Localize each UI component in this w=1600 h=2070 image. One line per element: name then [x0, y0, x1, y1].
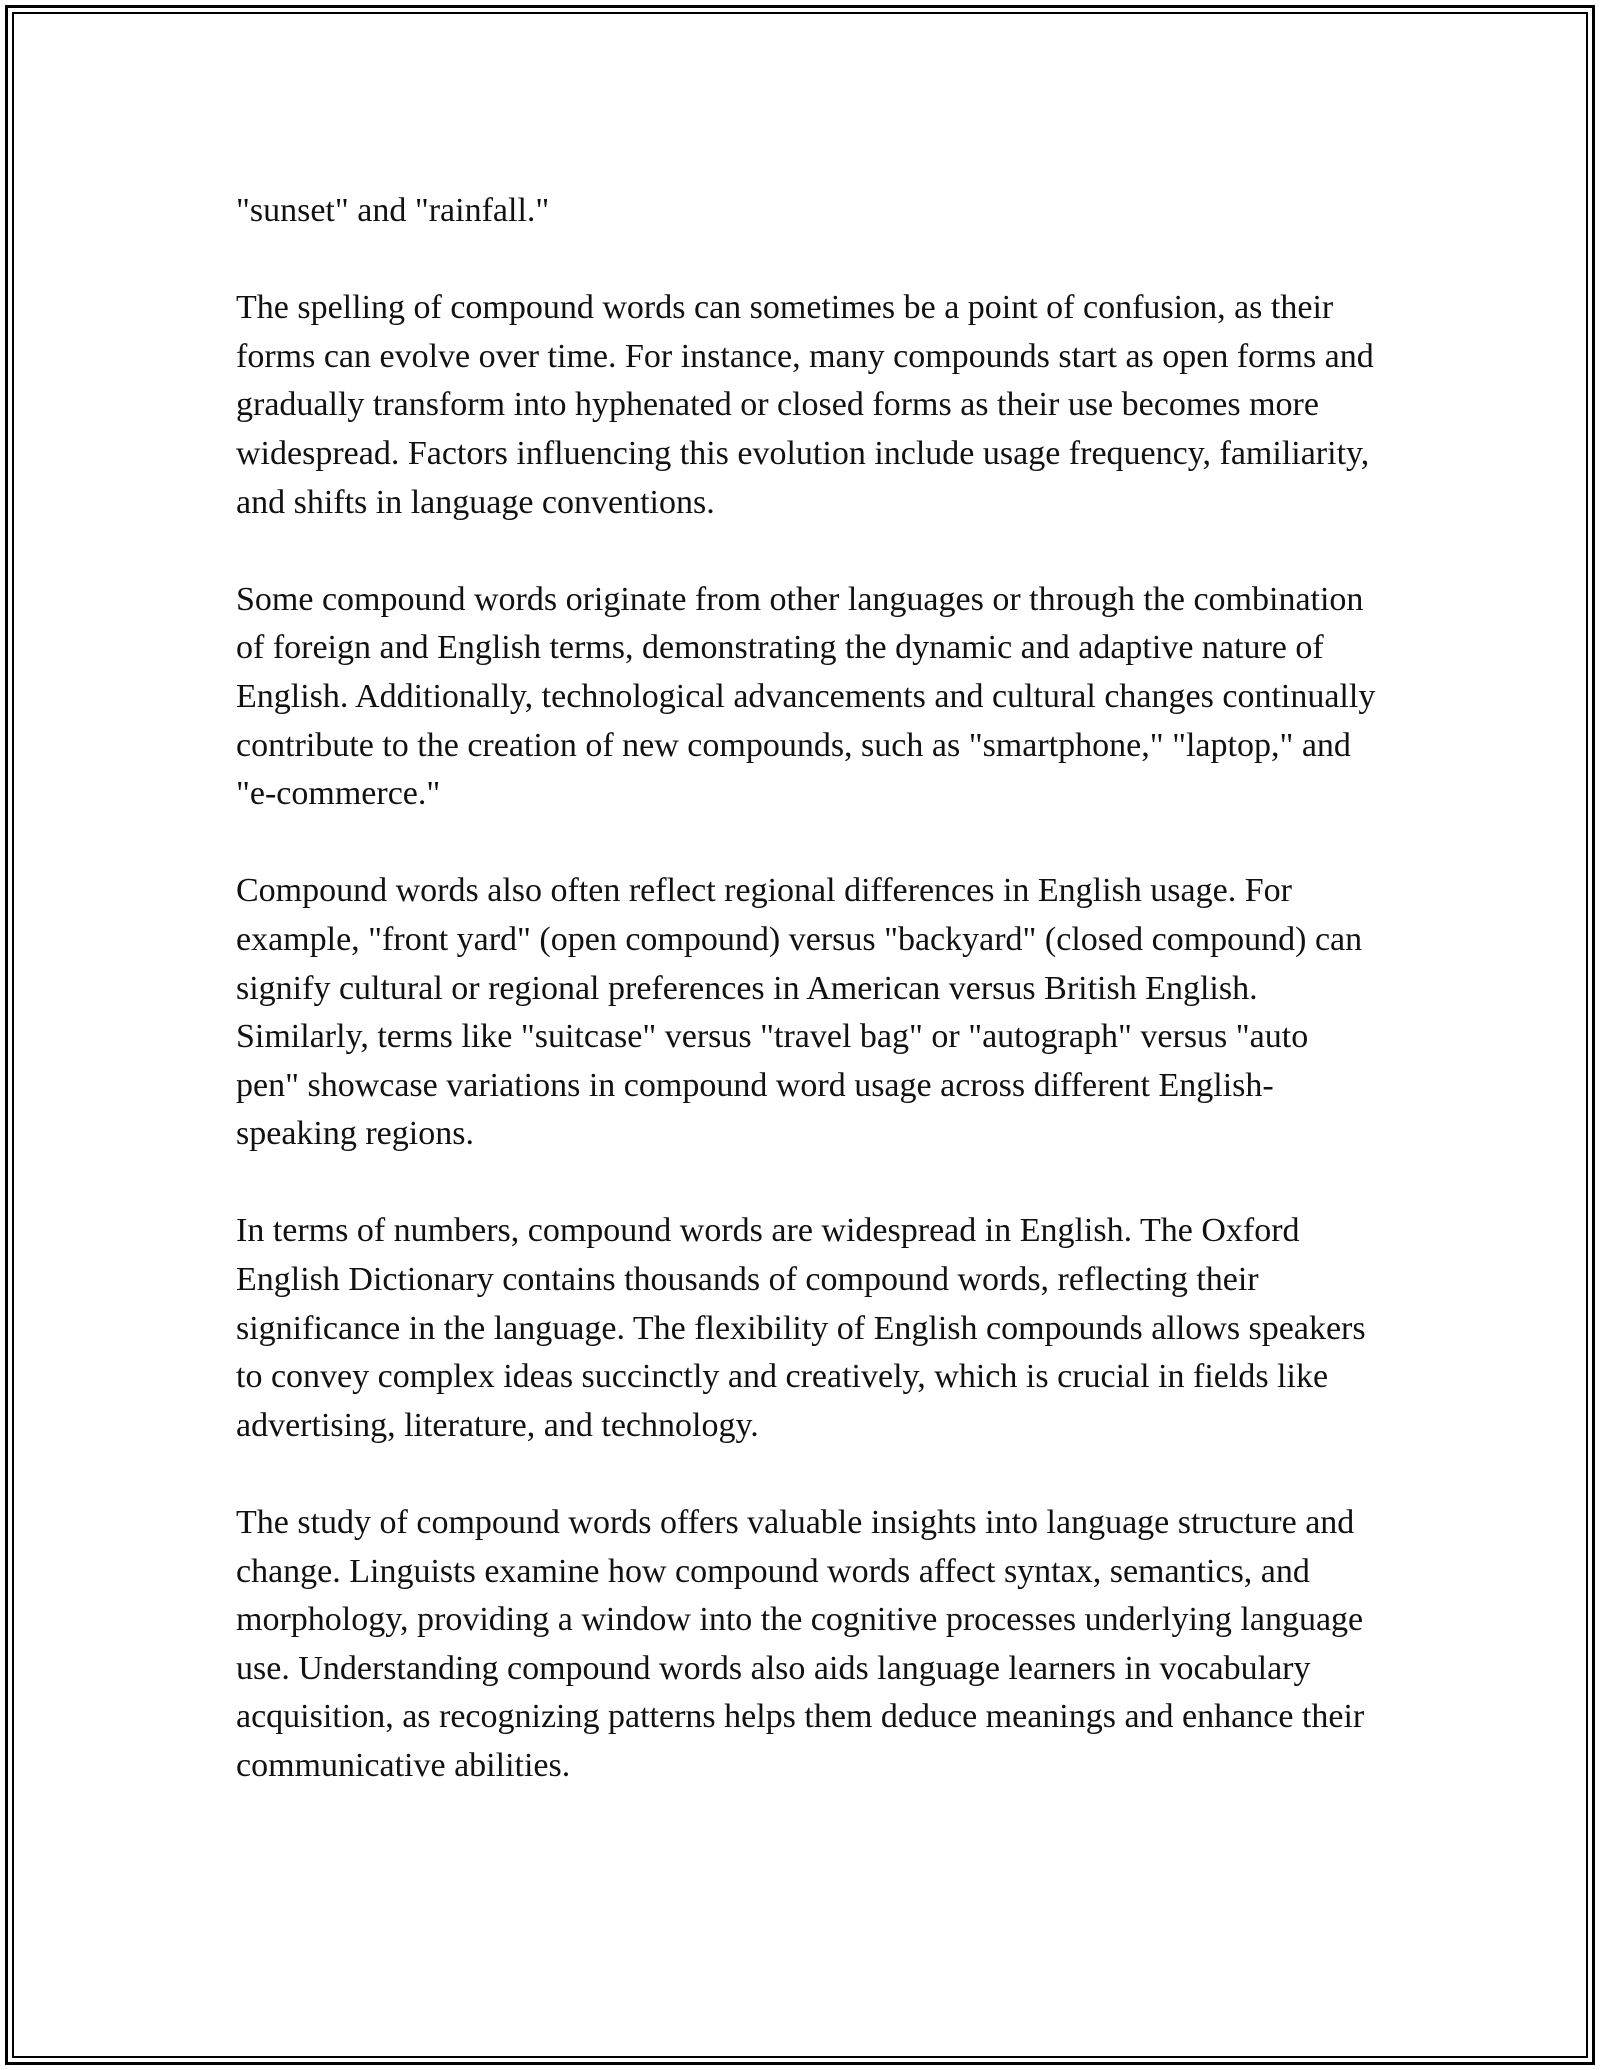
paragraph-1: "sunset" and "rainfall."	[236, 192, 550, 229]
document-body	[236, 187, 1376, 1839]
paragraph-6: The study of compound words offers valuable insights into language structure and change. Linguists examine how compound words affect syntax, semantics, and morphology, providing a window into the cognitive processes underlying language use. Understanding compound words also aids language learners in vocabulary acquisition, as recognizing patterns helps them deduce meanings and enhance their communicative abilities.	[236, 1504, 1365, 1784]
paragraph-3: Some compound words originate from other languages or through the combination of foreign and English terms, demonstrating the dynamic and adaptive nature of English. Additionally, technological advancements and cultural changes continually contribute to the creation of new compounds, such as "smartphone," "laptop," and "e-commerce."	[236, 580, 1376, 813]
paragraph-5: In terms of numbers, compound words are widespread in English. The Oxford English Dictionary contains thousands of compound words, reflecting their significance in the language. The flexibility of English compounds allows speakers to convey complex ideas succinctly and creatively, which is crucial in fields like advertising, literature, and technology.	[236, 1212, 1366, 1444]
paragraph-2: The spelling of compound words can sometimes be a point of confusion, as their forms can evolve over time. For instance, many compounds start as open forms and gradually transform into hyphenated or closed forms as their use becomes more widespread. Factors influencing this evolution include usage frequency, familiarity, and shifts in language conventions.	[236, 289, 1374, 521]
paragraph-4: Compound words also often reflect regional differences in English usage. For example, "front yard" (open compound) versus "backyard" (closed compound) can signify cultural or regional preferences in American versus British English. Similarly, terms like "suitcase" versus "travel bag" or "autograph" versus "auto pen" showcase variations in compound word usage across different English-speaking regions.	[236, 872, 1363, 1153]
